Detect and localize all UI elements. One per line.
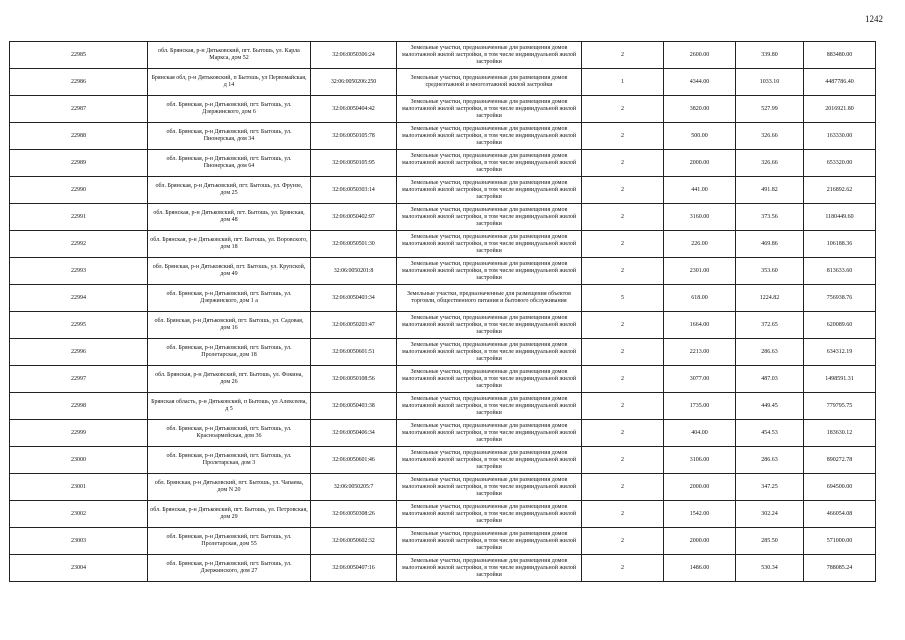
address-cell: обл. Брянская, р-н Дятьковский, пгт. Бытошь, ул. Карла Маркса, дом 52 [148,42,311,69]
land-use-cell: Земельные участки, предназначенные для размещения домов малоэтажной жилой застройки, в том числе индивидуальной жилой застройки [397,258,582,285]
group-cell: 2 [582,366,664,393]
group-cell: 2 [582,96,664,123]
specific-value-cell: 339.80 [736,42,804,69]
cadastral-value-cell: 779795.75 [804,393,876,420]
cadastral-number-cell: 32:06:0050403:38 [311,393,397,420]
land-use-cell: Земельные участки, предназначенные для размещения домов малоэтажной жилой застройки, в том числе индивидуальной жилой застройки [397,339,582,366]
cadastral-value-cell: 4487786.40 [804,69,876,96]
cadastral-value-cell: 890272.78 [804,447,876,474]
table-body [10,42,876,582]
address-cell: обл. Брянская, р-н Дятьковский, пгт. Бытошь, ул. Воровского, дом 18 [148,231,311,258]
cadastral-number-cell: 32:06:0050308:26 [311,501,397,528]
row-number: 22996 [10,339,148,366]
specific-value-cell: 449.45 [736,393,804,420]
specific-value-cell: 302.24 [736,501,804,528]
cadastral-value-cell: 813633.60 [804,258,876,285]
area-cell: 1664.00 [664,312,736,339]
address-cell: обл. Брянская, р-н Дятьковский, пгт. Бытошь, ул. Пролетарская, дом 18 [148,339,311,366]
row-number: 22992 [10,231,148,258]
land-use-cell: Земельные участки, предназначенные для размещения домов малоэтажной жилой застройки, в том числе индивидуальной жилой застройки [397,420,582,447]
specific-value-cell: 285.50 [736,528,804,555]
area-cell: 618.00 [664,285,736,312]
specific-value-cell: 286.63 [736,447,804,474]
group-cell: 2 [582,177,664,204]
specific-value-cell: 286.63 [736,339,804,366]
specific-value-cell: 326.66 [736,150,804,177]
specific-value-cell: 527.99 [736,96,804,123]
table-row [10,42,876,69]
address-cell: обл. Брянская, р-н Дятьковский, пгт. Бытошь, ул. Пионерская, дом 34 [148,123,311,150]
area-cell: 4344.00 [664,69,736,96]
area-cell: 2301.00 [664,258,736,285]
land-use-cell: Земельные участки, предназначенные для размещения домов малоэтажной жилой застройки, в том числе индивидуальной жилой застройки [397,501,582,528]
land-use-cell: Земельные участки, предназначенные для размещения домов малоэтажной жилой застройки, в том числе индивидуальной жилой застройки [397,474,582,501]
area-cell: 1486.00 [664,555,736,582]
specific-value-cell: 469.86 [736,231,804,258]
group-cell: 2 [582,474,664,501]
land-use-cell: Земельные участки, предназначенные для размещения домов малоэтажной жилой застройки, в том числе индивидуальной жилой застройки [397,555,582,582]
row-number: 23002 [10,501,148,528]
cadastral-number-cell: 32:06:0050201:8 [311,258,397,285]
specific-value-cell: 487.03 [736,366,804,393]
group-cell: 2 [582,258,664,285]
group-cell: 2 [582,123,664,150]
table-row [10,177,876,204]
cadastral-value-cell: 620089.60 [804,312,876,339]
area-cell: 3820.00 [664,96,736,123]
cadastral-number-cell: 32:06:0050108:56 [311,366,397,393]
group-cell: 2 [582,312,664,339]
group-cell: 2 [582,393,664,420]
cadastral-number-cell: 32:06:0050601:46 [311,447,397,474]
row-number: 22995 [10,312,148,339]
row-number: 22988 [10,123,148,150]
address-cell: обл. Брянская, р-н Дятьковский, пгт. Бытошь, ул. Петровская, дом 29 [148,501,311,528]
area-cell: 1735.00 [664,393,736,420]
cadastral-number-cell: 32:06:0050205:7 [311,474,397,501]
land-use-cell: Земельные участки, предназначенные для размещения домов малоэтажной жилой застройки, в том числе индивидуальной жилой застройки [397,42,582,69]
cadastral-value-cell: 694500.00 [804,474,876,501]
area-cell: 1542.00 [664,501,736,528]
table-row [10,528,876,555]
land-use-cell: Земельные участки, предназначенные для размещения домов малоэтажной жилой застройки, в том числе индивидуальной жилой застройки [397,177,582,204]
cadastral-value-cell: 1180449.60 [804,204,876,231]
table-row [10,204,876,231]
specific-value-cell: 454.53 [736,420,804,447]
table-row [10,312,876,339]
area-cell: 2213.00 [664,339,736,366]
row-number: 22986 [10,69,148,96]
specific-value-cell: 491.82 [736,177,804,204]
cadastral-number-cell: 32:06:0050306:24 [311,42,397,69]
cadastral-value-cell: 106188.36 [804,231,876,258]
row-number: 22993 [10,258,148,285]
cadastral-number-cell: 32:06:0050403:34 [311,285,397,312]
row-number: 22989 [10,150,148,177]
table-row [10,258,876,285]
page-number: 1242 [865,14,883,24]
area-cell: 2600.00 [664,42,736,69]
area-cell: 2000.00 [664,150,736,177]
area-cell: 3106.00 [664,447,736,474]
cadastral-value-cell: 634312.19 [804,339,876,366]
specific-value-cell: 1033.10 [736,69,804,96]
group-cell: 2 [582,339,664,366]
address-cell: обл. Брянская, р-н Дятьковский, пгт. Бытошь, ул. Дзержинского, дом 27 [148,555,311,582]
table-row [10,339,876,366]
address-cell: обл. Брянская, р-н Дятьковский, пгт. Бытошь, ул. Садовая, дом 16 [148,312,311,339]
area-cell: 2000.00 [664,474,736,501]
address-cell: обл. Брянская, р-н Дятьковский, пгт. Бытошь, ул. Красноармейская, дом 36 [148,420,311,447]
cadastral-number-cell: 32:06:0050402:97 [311,204,397,231]
group-cell: 2 [582,231,664,258]
row-number: 22987 [10,96,148,123]
cadastral-value-cell: 653320.00 [804,150,876,177]
area-cell: 3160.00 [664,204,736,231]
group-cell: 2 [582,528,664,555]
table-row [10,393,876,420]
table-row [10,501,876,528]
address-cell: обл. Брянская, р-н Дятьковский, пгт. Бытошь, ул. Пионерская, дом 64 [148,150,311,177]
area-cell: 3077.00 [664,366,736,393]
cadastral-value-cell: 183630.12 [804,420,876,447]
row-number: 22999 [10,420,148,447]
area-cell: 500.00 [664,123,736,150]
land-use-cell: Земельные участки, предназначенные для размещения домов малоэтажной жилой застройки, в том числе индивидуальной жилой застройки [397,231,582,258]
land-use-cell: Земельные участки, предназначенные для размещения домов малоэтажной жилой застройки, в том числе индивидуальной жилой застройки [397,447,582,474]
specific-value-cell: 372.65 [736,312,804,339]
table-row [10,150,876,177]
group-cell: 2 [582,420,664,447]
specific-value-cell: 347.25 [736,474,804,501]
group-cell: 2 [582,42,664,69]
land-use-cell: Земельные участки, предназначенные для размещения домов малоэтажной жилой застройки, в том числе индивидуальной жилой застройки [397,96,582,123]
cadastral-value-cell: 788085.24 [804,555,876,582]
row-number: 22985 [10,42,148,69]
specific-value-cell: 353.60 [736,258,804,285]
cadastral-number-cell: 32:06:0050105:78 [311,123,397,150]
cadastral-value-cell: 883480.00 [804,42,876,69]
area-cell: 226.00 [664,231,736,258]
land-use-cell: Земельные участки, предназначенные для размещения домов малоэтажной жилой застройки, в том числе индивидуальной жилой застройки [397,366,582,393]
table-row [10,420,876,447]
cadastral-value-cell: 163330.00 [804,123,876,150]
land-use-cell: Земельные участки, предназначенные для размещения домов малоэтажной жилой застройки, в том числе индивидуальной жилой застройки [397,528,582,555]
specific-value-cell: 1224.82 [736,285,804,312]
cadastral-value-cell: 571000.00 [804,528,876,555]
cadastral-number-cell: 32:06:0050406:34 [311,420,397,447]
group-cell: 2 [582,555,664,582]
area-cell: 404.00 [664,420,736,447]
row-number: 23004 [10,555,148,582]
cadastral-number-cell: 32:06:0050303:14 [311,177,397,204]
group-cell: 1 [582,69,664,96]
row-number: 22990 [10,177,148,204]
table-row [10,96,876,123]
cadastral-value-cell: 2016921.80 [804,96,876,123]
land-use-cell: Земельные участки, предназначенные для размещения домов малоэтажной жилой застройки, в том числе индивидуальной жилой застройки [397,150,582,177]
cadastral-value-cell: 756938.76 [804,285,876,312]
address-cell: обл. Брянская, р-н Дятьковский, пгт. Бытошь, ул. Чапаева, дом N 20 [148,474,311,501]
row-number: 22994 [10,285,148,312]
specific-value-cell: 373.56 [736,204,804,231]
land-use-cell: Земельные участки, предназначенные для размещения домов среднеэтажной и многоэтажной жилой застройки [397,69,582,96]
group-cell: 5 [582,285,664,312]
land-use-cell: Земельные участки, предназначенные для размещения домов малоэтажной жилой застройки, в том числе индивидуальной жилой застройки [397,393,582,420]
cadastral-number-cell: 32:06:0050203:47 [311,312,397,339]
address-cell: обл. Брянская, р-н Дятьковский, пгт. Бытошь, ул. Брянская, дом 48 [148,204,311,231]
table-row [10,366,876,393]
specific-value-cell: 326.66 [736,123,804,150]
row-number: 23001 [10,474,148,501]
land-use-cell: Земельные участки, предназначенные для размещения домов малоэтажной жилой застройки, в том числе индивидуальной жилой застройки [397,204,582,231]
address-cell: обл. Брянская, р-н Дятьковский, пгт. Бытошь, ул. Дзержинского, дом 1 а [148,285,311,312]
cadastral-number-cell: 32:06:0050206:250 [311,69,397,96]
address-cell: Брянская область, р-н Дятьковский, п Бытошь, ул Алексеева, д 5 [148,393,311,420]
cadastral-number-cell: 32:06:0050602:32 [311,528,397,555]
group-cell: 2 [582,150,664,177]
table-row [10,285,876,312]
group-cell: 2 [582,447,664,474]
address-cell: обл. Брянская, р-н Дятьковский, пгт. Бытошь, ул. Фокина, дом 26 [148,366,311,393]
specific-value-cell: 530.34 [736,555,804,582]
area-cell: 2000.00 [664,528,736,555]
cadastral-number-cell: 32:06:0050404:42 [311,96,397,123]
row-number: 23003 [10,528,148,555]
cadastral-number-cell: 32:06:0050501:30 [311,231,397,258]
address-cell: Брянская обл, р-н Дятьковский, п Бытошь, ул Первомайская, д 14 [148,69,311,96]
row-number: 22991 [10,204,148,231]
group-cell: 2 [582,204,664,231]
land-use-cell: Земельные участки, предназначенные для размещения домов малоэтажной жилой застройки, в том числе индивидуальной жилой застройки [397,123,582,150]
land-use-cell: Земельные участки, предназначенные для размещения домов малоэтажной жилой застройки, в том числе индивидуальной жилой застройки [397,312,582,339]
row-number: 22998 [10,393,148,420]
address-cell: обл. Брянская, р-н Дятьковский, пгт. Бытошь, ул. Дзержинского, дом 6 [148,96,311,123]
table-row [10,447,876,474]
row-number: 22997 [10,366,148,393]
row-number: 23000 [10,447,148,474]
address-cell: обл. Брянская, р-н Дятьковский, пгт. Бытошь, ул. Фрунзе, дом 25 [148,177,311,204]
cadastral-number-cell: 32:06:0050407:16 [311,555,397,582]
cadastral-number-cell: 32:06:0050105:95 [311,150,397,177]
table-row [10,555,876,582]
cadastral-number-cell: 32:06:0050601:51 [311,339,397,366]
address-cell: обл. Брянская, р-н Дятьковский, пгт. Бытошь, ул. Крупской, дом 49 [148,258,311,285]
address-cell: обл. Брянская, р-н Дятьковский, пгт. Бытошь, ул. Пролетарская, дом 55 [148,528,311,555]
area-cell: 441.00 [664,177,736,204]
address-cell: обл. Брянская, р-н Дятьковский, пгт. Бытошь, ул. Пролетарская, дом 3 [148,447,311,474]
table-row [10,474,876,501]
land-use-cell: Земельные участки, предназначенные для размещения объектов торговли, общественного питания и бытового обслуживания [397,285,582,312]
cadastral-value-cell: 1498591.31 [804,366,876,393]
cadastral-value-cell: 216892.62 [804,177,876,204]
table-row [10,69,876,96]
cadastral-value-cell: 466054.08 [804,501,876,528]
group-cell: 2 [582,501,664,528]
table-row [10,123,876,150]
table-row [10,231,876,258]
land-registry-table [9,41,876,582]
